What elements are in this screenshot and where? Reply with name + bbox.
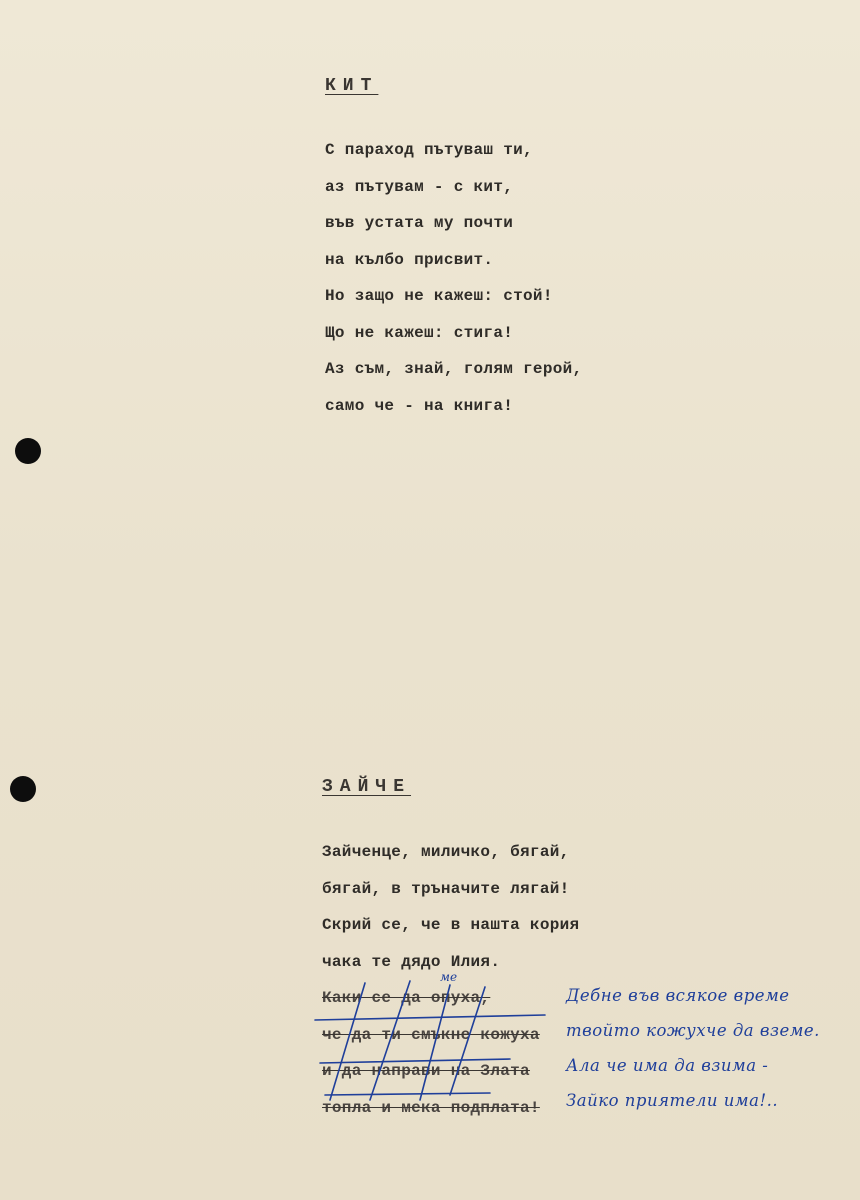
poem-body-kit	[325, 132, 582, 424]
handwritten-revision	[566, 978, 820, 1118]
poem-line: Скрий се, че в нашта кория	[322, 916, 580, 934]
poem-line: Но защо не кажеш: стой!	[325, 287, 553, 305]
struck-poem-line: и да направи на Злата	[322, 1062, 530, 1080]
struck-poem-line: топла и мека подплата!	[322, 1098, 540, 1117]
poem-line: във устата му почти	[325, 214, 514, 232]
poem-line: само че - на книга!	[325, 396, 514, 415]
struck-poem-line: че да ти смъкне кожуха	[322, 1025, 540, 1044]
poem-line: Що не кажеш: стига!	[325, 323, 514, 342]
poem-line: на кълбо присвит.	[325, 250, 494, 269]
poem-line: Аз съм, знай, голям герой,	[325, 360, 583, 378]
handwritten-line: Ала че има да взима -	[566, 1056, 769, 1075]
punch-hole-upper	[15, 438, 41, 464]
handwritten-correction: ме	[440, 970, 458, 984]
poem-line: С параход пътуваш ти,	[325, 141, 533, 159]
poem-line: бягай, в тръначите лягай!	[322, 879, 570, 898]
poem-line: аз пътувам - с кит,	[325, 177, 514, 196]
poem-title-zaiche: ЗАЙЧЕ	[322, 777, 412, 797]
handwritten-line: твойто кожухче да вземе.	[566, 1021, 820, 1040]
crossout-scribble	[310, 975, 560, 1110]
punch-hole-lower	[10, 776, 36, 802]
handwritten-line: Дебне във всякое време	[566, 986, 790, 1005]
handwritten-line: Зайко приятели има!..	[566, 1091, 779, 1110]
poem-title-kit: КИТ	[325, 76, 379, 96]
poem-line: Зайченце, миличко, бягай,	[322, 843, 570, 861]
struck-poem-line: Каки се да опуха,	[322, 989, 491, 1007]
poem-line: чака те дядо Илия.	[322, 952, 501, 971]
